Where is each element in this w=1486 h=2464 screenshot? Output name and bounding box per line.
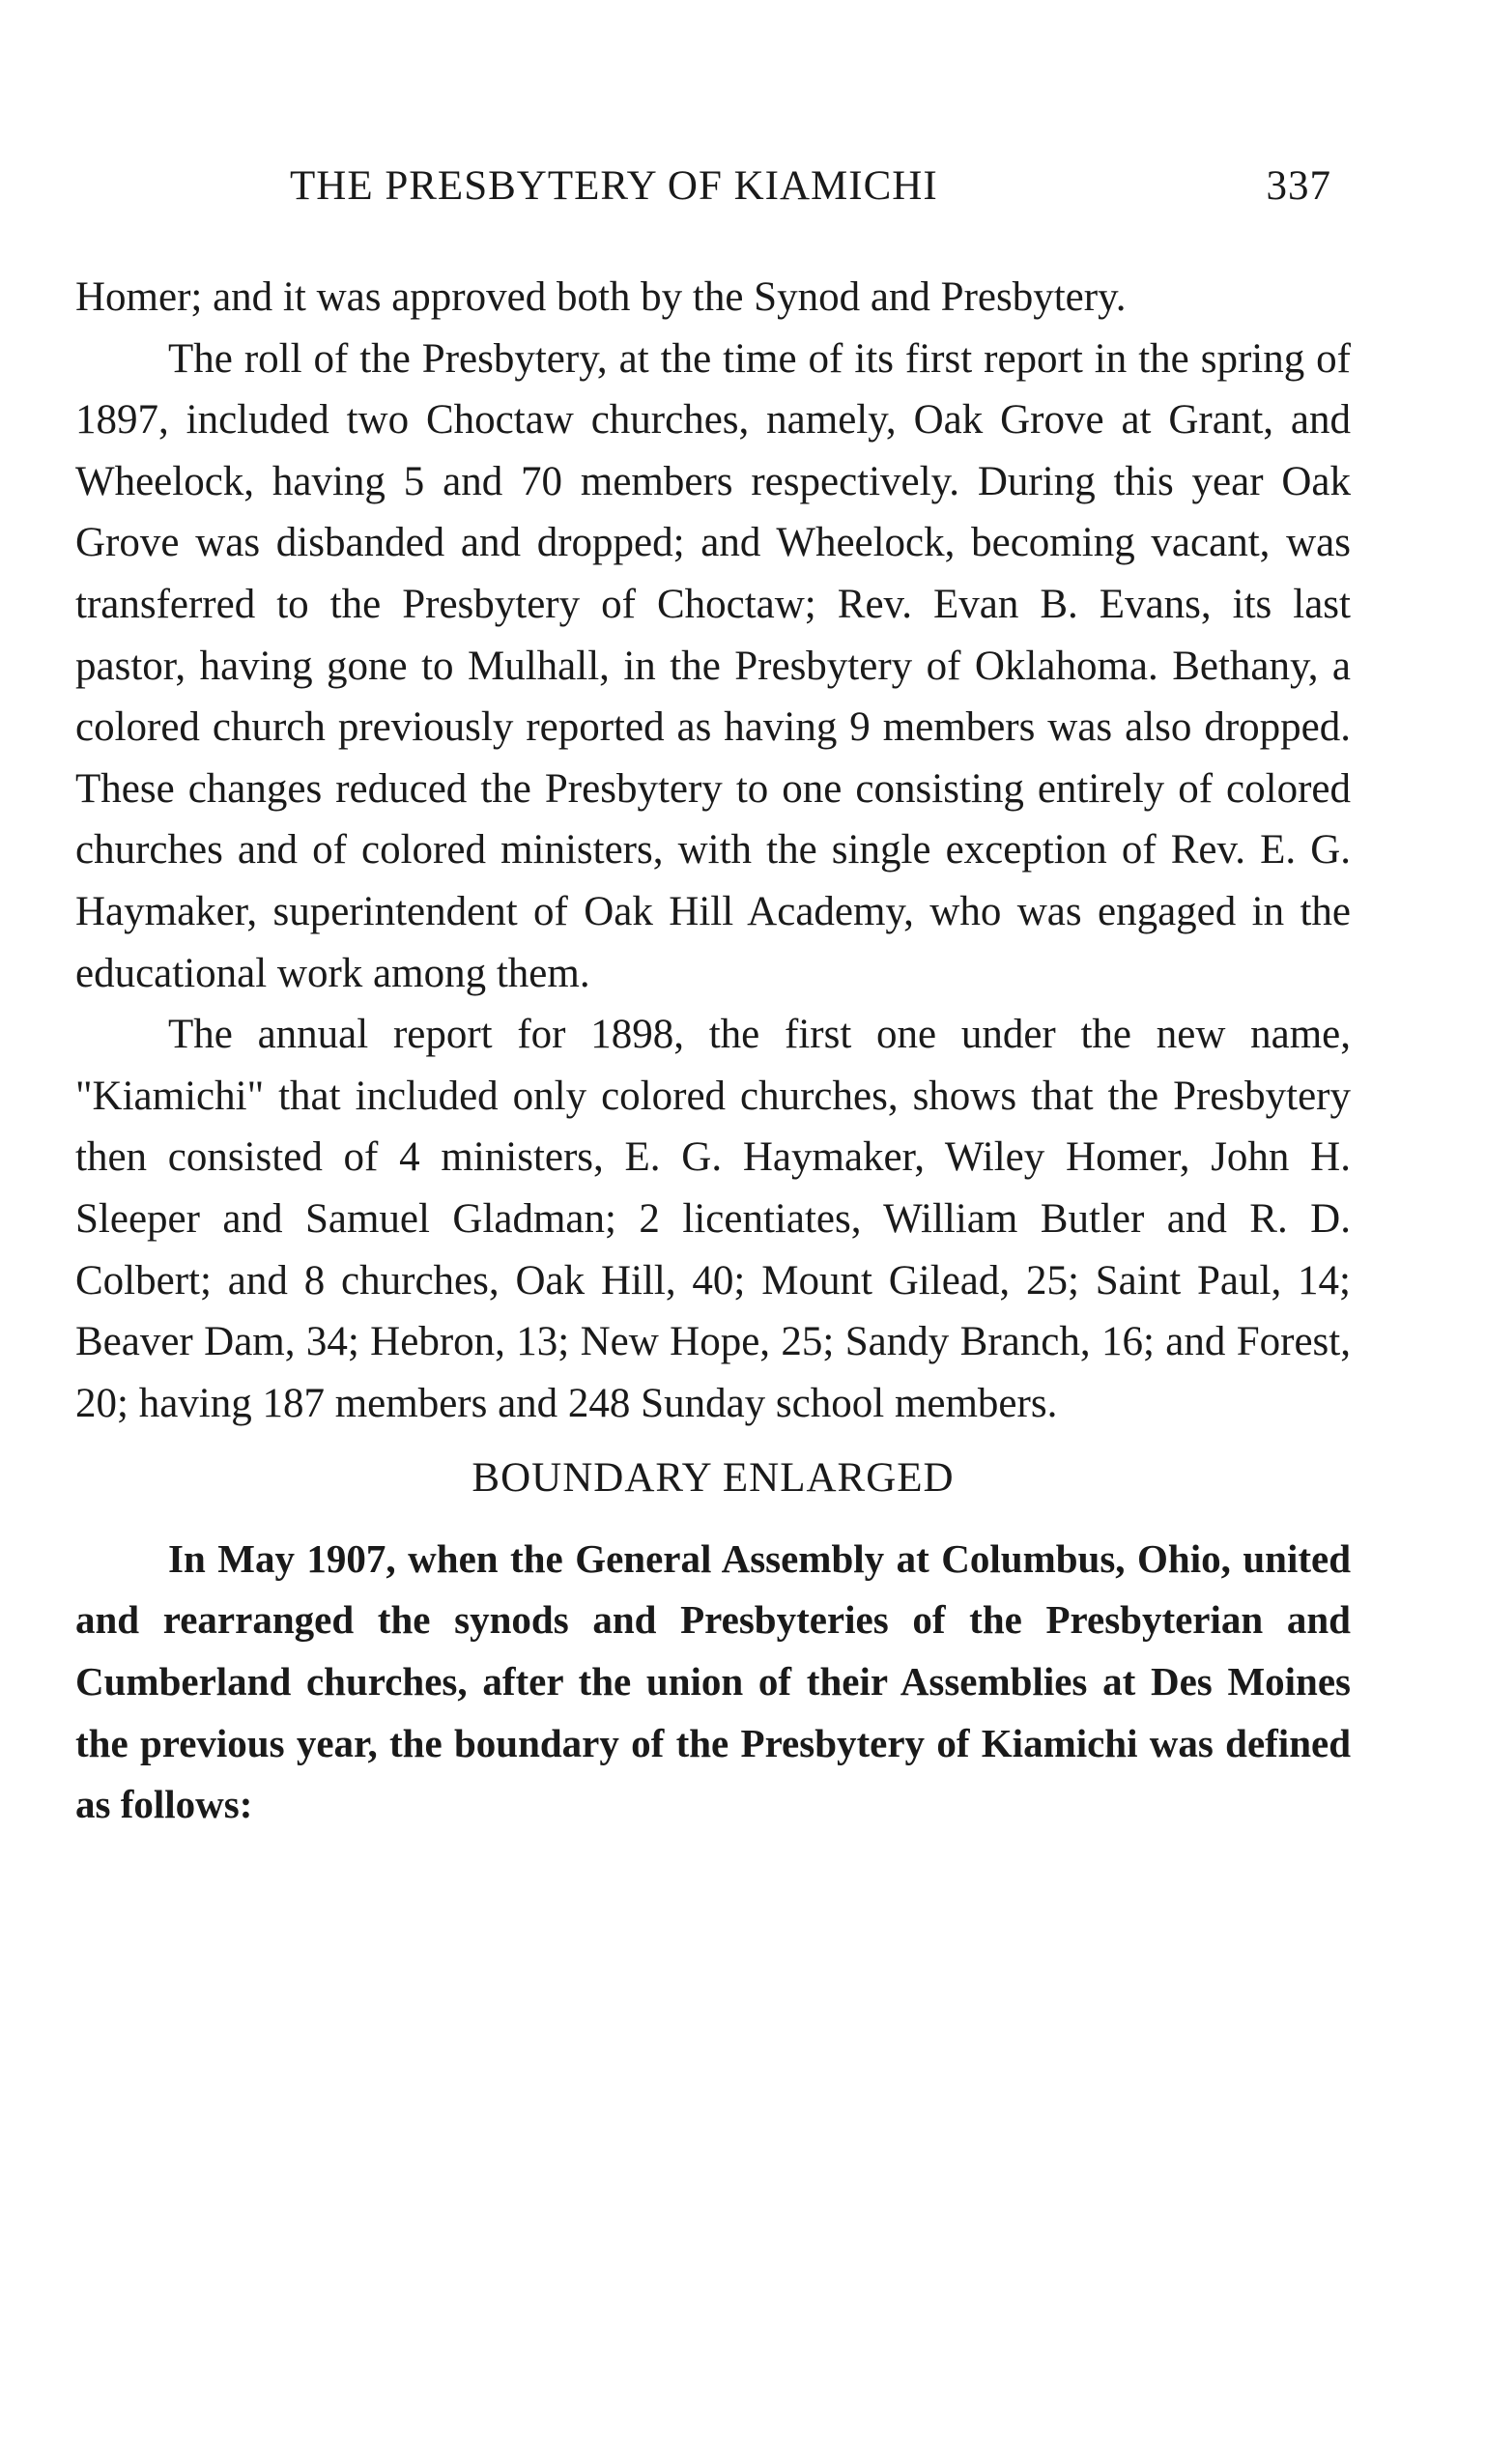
book-page xyxy=(75,0,1351,2464)
running-head xyxy=(75,162,1351,220)
paragraph-boundary: In May 1907, when the General Assembly at Columbus, Ohio, united and rearranged the synods and Presbyteries of the Presbyterian and Cumberland churches, after the union of their Assemblies at Des Moines the previous year, the boundary of the Presbytery of Kiamichi was defined as follows: xyxy=(75,1535,1351,1827)
paragraph-annual-report: The annual report for 1898, the first one under the new name, "Kiamichi" that included only colored churches, shows that the Presbytery then consisted of 4 ministers, E. G. Haymaker, Wiley Homer, John H. Sleeper and Samuel Gladman; 2 licentiates, William Butler and R. D. Colbert; and 8 churches, Oak Hill, 40; Mount Gilead, 25; Saint Paul, 14; Beaver Dam, 34; Hebron, 13; New Hope, 25; Sandy Branch, 16; and Forest, 20; having 187 members and 248 Sunday school members. xyxy=(75,1012,1351,1426)
running-title: THE PRESBYTERY OF KIAMICHI xyxy=(290,163,938,209)
paragraph-continuation: Homer; and it was approved both by the Synod and Presbytery. xyxy=(75,274,1127,320)
paragraph-roll: The roll of the Presbytery, at the time of its first report in the spring of 1897, included two Choctaw churches, namely, Oak Grove at Grant, and Wheelock, having 5 and 70 members respectively. During this year Oak Grove was disbanded and dropped; and Wheelock, becoming vacant, was transferred to the Presbytery of Choctaw; Rev. Evan B. Evans, its last pastor, having gone to Mulhall, in the Presbytery of Oklahoma. Bethany, a colored church previously reported as having 9 members was also dropped. These changes reduced the Presbytery to one consisting entirely of colored churches and of colored ministers, with the single exception of Rev. E. G. Haymaker, superintendent of Oak Hill Academy, who was engaged in the educational work among them. xyxy=(75,335,1351,996)
body-text xyxy=(75,267,1351,1836)
page-number: 337 xyxy=(1266,163,1331,209)
section-heading: BOUNDARY ENLARGED xyxy=(472,1455,955,1502)
